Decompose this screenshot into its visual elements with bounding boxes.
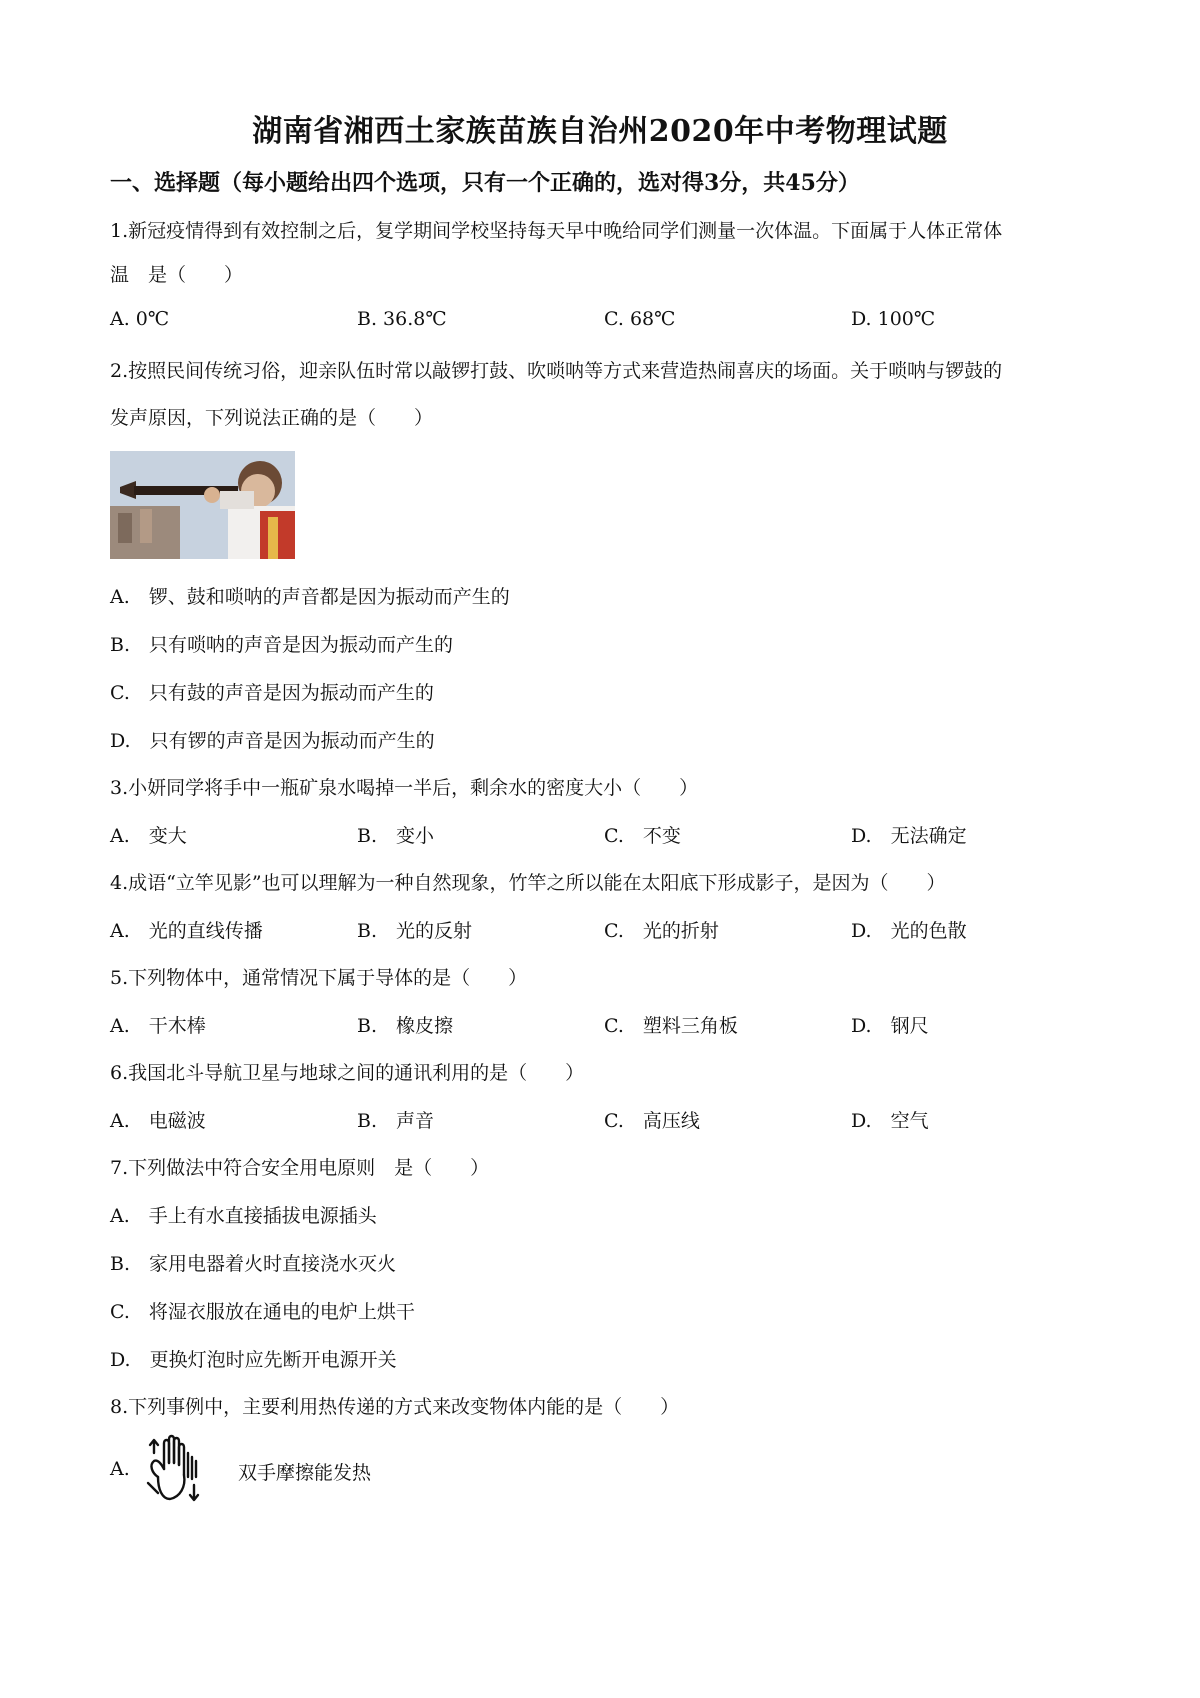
q4-option-d: D. 光的色散	[851, 920, 967, 942]
q2-option-c: C. 只有鼓的声音是因为振动而产生的	[110, 682, 434, 704]
q5-option-c: C. 塑料三角板	[604, 1015, 738, 1037]
q6-stem: 6.我国北斗导航卫星与地球之间的通讯利用的是（ ）	[110, 1062, 585, 1084]
q2-option-a: A. 锣、鼓和唢呐的声音都是因为振动而产生的	[110, 586, 510, 608]
q3-option-a: A. 变大	[110, 825, 187, 847]
q4-option-a: A. 光的直线传播	[110, 920, 263, 942]
q3-option-d: D. 无法确定	[851, 825, 967, 847]
q7-option-d: D. 更换灯泡时应先断开电源开关	[110, 1349, 397, 1371]
q5-option-a: A. 干木棒	[110, 1015, 206, 1037]
q1-option-c: C. 68℃	[604, 308, 676, 330]
q4-option-b: B. 光的反射	[357, 920, 473, 942]
q3-stem: 3.小妍同学将手中一瓶矿泉水喝掉一半后，剩余水的密度大小（ ）	[110, 777, 699, 799]
q8-option-a-letter: A.	[110, 1458, 130, 1480]
q7-option-b: B. 家用电器着火时直接浇水灭火	[110, 1253, 397, 1275]
q1-option-d: D. 100℃	[851, 308, 936, 330]
q2-stem-line1: 2.按照民间传统习俗，迎亲队伍时常以敲锣打鼓、吹唢呐等方式来营造热闹喜庆的场面。关于唢呐与锣鼓的	[110, 360, 1003, 382]
q5-option-d: D. 钢尺	[851, 1015, 929, 1037]
q7-option-c: C. 将湿衣服放在通电的电炉上烘干	[110, 1301, 415, 1323]
q6-option-d: D. 空气	[851, 1110, 929, 1132]
q1-option-a: A. 0℃	[110, 308, 170, 330]
q4-option-c: C. 光的折射	[604, 920, 719, 942]
q3-option-c: C. 不变	[604, 825, 681, 847]
q2-stem-line2: 发声原因，下列说法正确的是（ ）	[110, 407, 434, 429]
q6-option-c: C. 高压线	[604, 1110, 700, 1132]
page-title: 湖南省湘西土家族苗族自治州2020年中考物理试题	[252, 114, 948, 149]
q2-option-b: B. 只有唢呐的声音是因为振动而产生的	[110, 634, 454, 656]
q4-stem: 4.成语“立竿见影”也可以理解为一种自然现象，竹竿之所以能在太阳底下形成影子，是因为（ ）	[110, 872, 946, 894]
q1-option-b: B. 36.8℃	[357, 308, 447, 330]
q7-stem: 7.下列做法中符合安全用电原则 是（ ）	[110, 1157, 490, 1179]
q1-stem-line2: 温 是（ ）	[110, 264, 244, 286]
q6-option-b: B. 声音	[357, 1110, 435, 1132]
q2-option-d: D. 只有锣的声音是因为振动而产生的	[110, 730, 435, 752]
rubbing-hands-icon	[144, 1433, 206, 1505]
q7-option-a: A. 手上有水直接插拔电源插头	[110, 1205, 377, 1227]
q1-stem-line1: 1.新冠疫情得到有效控制之后，复学期间学校坚持每天早中晚给同学们测量一次体温。下面属于人体正常体	[110, 220, 1003, 242]
q8-stem: 8.下列事例中，主要利用热传递的方式来改变物体内能的是（ ）	[110, 1396, 680, 1418]
q3-option-b: B. 变小	[357, 825, 435, 847]
q5-option-b: B. 橡皮擦	[357, 1015, 454, 1037]
section-heading: 一、选择题（每小题给出四个选项，只有一个正确的，选对得3分，共45分）	[110, 170, 860, 196]
q8-option-a-text: 双手摩擦能发热	[238, 1462, 372, 1484]
suona-player-photo	[110, 451, 295, 559]
q6-option-a: A. 电磁波	[110, 1110, 206, 1132]
q5-stem: 5.下列物体中，通常情况下属于导体的是（ ）	[110, 967, 528, 989]
